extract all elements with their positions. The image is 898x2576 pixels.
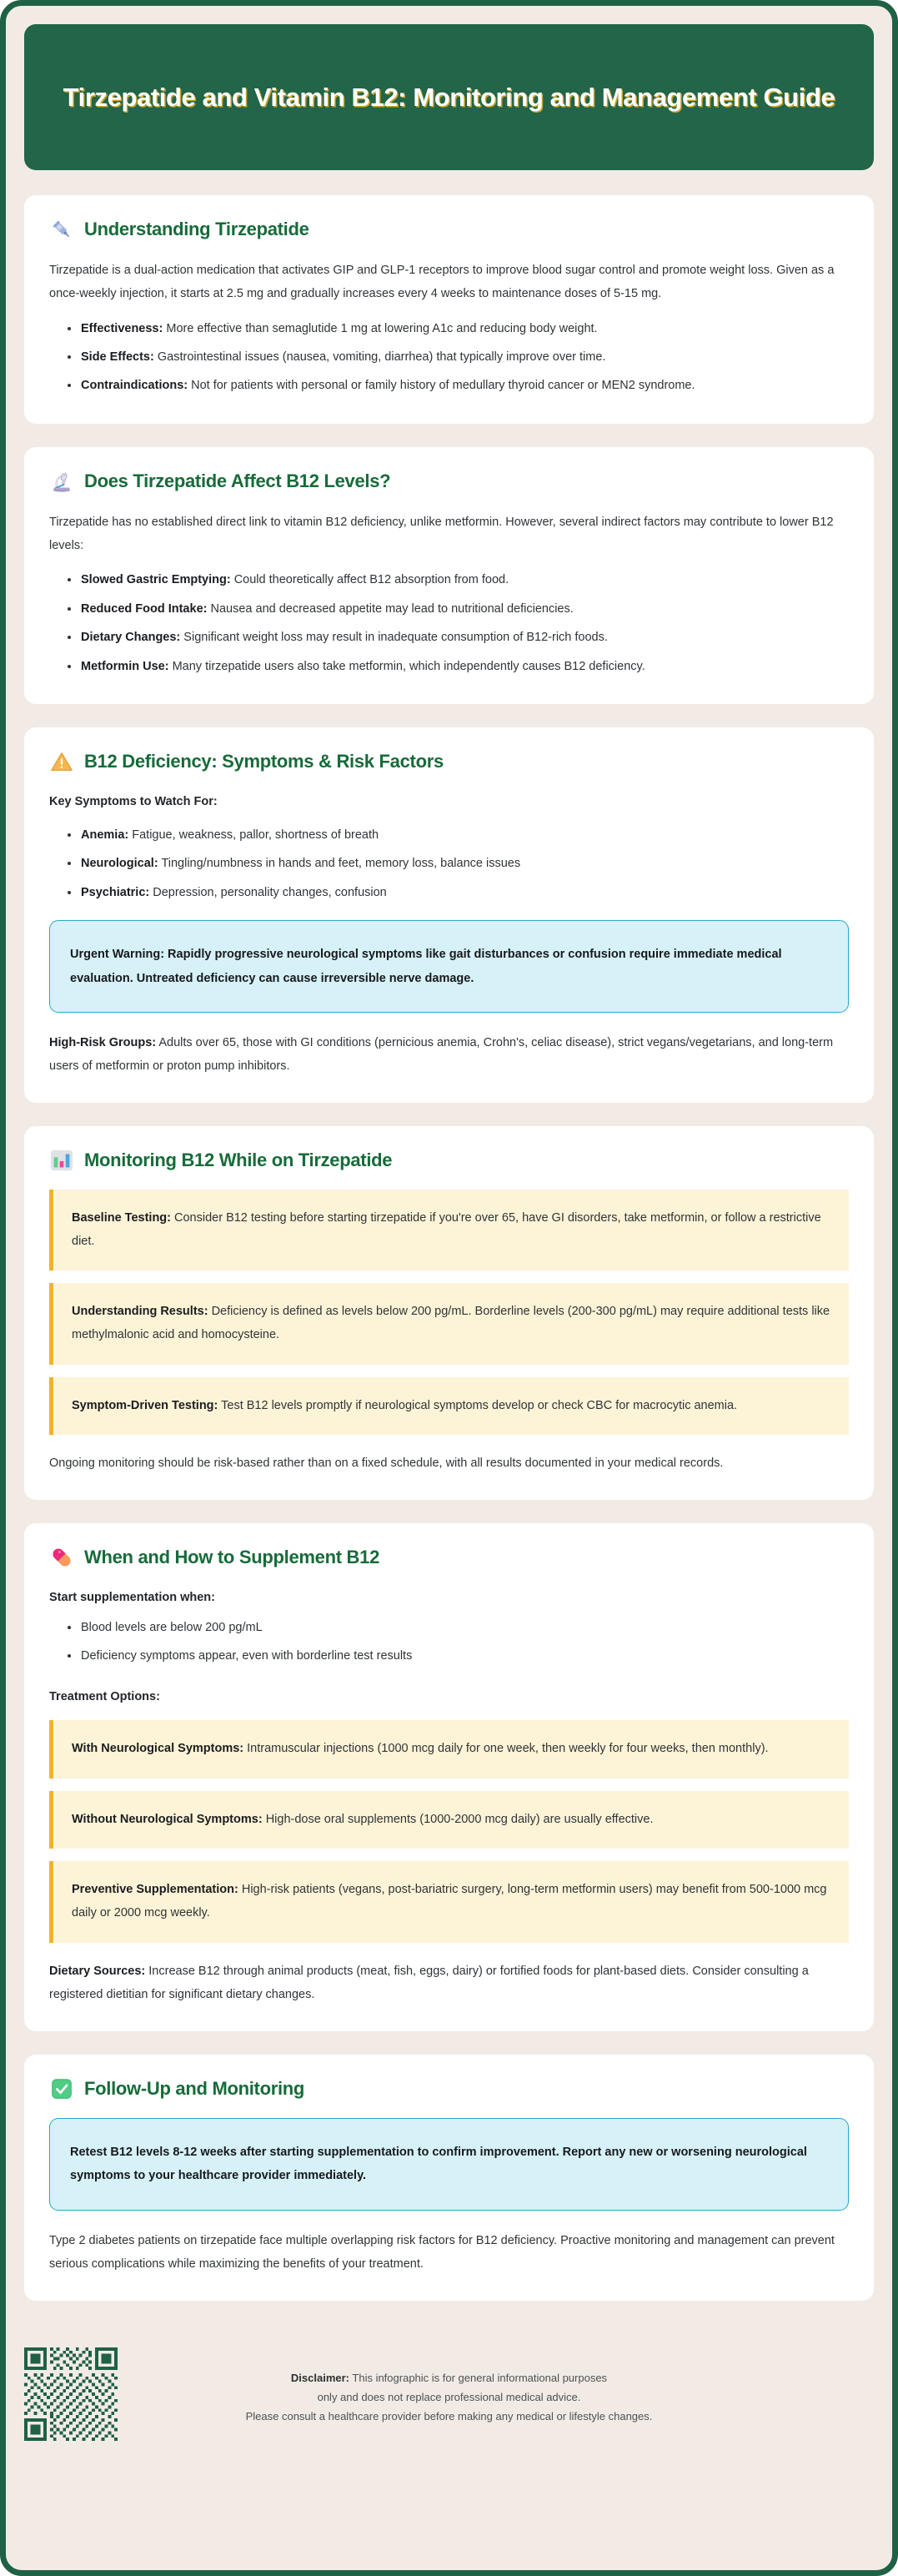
section-header	[49, 217, 849, 242]
bullet-text: Blood levels are below 200 pg/mL	[81, 1620, 263, 1634]
high-risk-groups	[49, 1031, 849, 1079]
section-header	[49, 469, 849, 494]
disclaimer	[24, 2352, 874, 2426]
bar-chart-icon	[49, 1148, 74, 1173]
bullet-term: Metformin Use:	[81, 659, 169, 673]
bullet-term: Effectiveness:	[81, 321, 163, 335]
section-header	[49, 1545, 849, 1570]
section-b12-deficiency-symptoms	[24, 727, 874, 1103]
bullet-text: Fatigue, weakness, pallor, shortness of breath	[132, 828, 379, 842]
disclaimer-line-2: only and does not replace professional medical advice.	[317, 2390, 581, 2403]
bullet-list	[49, 571, 849, 676]
bullet-list	[49, 319, 849, 395]
card-text: High-dose oral supplements (1000-2000 mcg daily) are usually effective.	[265, 1812, 654, 1826]
card-text: High-risk patients (vegans, post-bariatric surgery, long-term metformin users) may benefit from 500-1000 mcg daily or 2000 mcg weekly.	[72, 1883, 827, 1920]
start-supplementation-label: Start supplementation when:	[49, 1591, 215, 1605]
retest-text: Retest B12 levels 8-12 weeks after starting supplementation to confirm improvement. Report any new or worsening neurological symptoms to your healthcare provider immediately.	[70, 2146, 807, 2183]
section-paragraph: Tirzepatide is a dual-action medication that activates GIP and GLP-1 receptors to improve blood sugar control and promote weight loss. Given as a once-weekly injection, it starts at 2.5 mg and gradually increases every 4 weeks to maintenance doses of 5-15 mg.	[49, 264, 835, 301]
monitoring-card	[49, 1283, 849, 1364]
bullet-text: Gastrointestinal issues (nausea, vomiting, diarrhea) that typically improve over time.	[157, 350, 606, 364]
monitoring-card	[49, 1377, 849, 1436]
title-banner	[24, 24, 874, 170]
section-title: B12 Deficiency: Symptoms & Risk Factors	[84, 751, 444, 772]
bullet-text: Many tirzepatide users also take metformin, which independently causes B12 deficiency.	[172, 659, 645, 673]
key-symptoms-label: Key Symptoms to Watch For:	[49, 795, 218, 809]
section-title: Monitoring B12 While on Tirzepatide	[84, 1150, 393, 1171]
treatment-card	[49, 1791, 849, 1849]
list-item	[68, 376, 849, 395]
section-title: Does Tirzepatide Affect B12 Levels?	[84, 470, 391, 491]
bullet-text: Not for patients with personal or family history of medullary thyroid cancer or MEN2 syndrome.	[191, 379, 695, 393]
section-monitoring-b12	[24, 1126, 874, 1500]
list-item	[68, 1647, 849, 1665]
list-item	[68, 571, 849, 589]
section-title: Follow-Up and Monitoring	[84, 2078, 305, 2100]
bullet-term: Dietary Changes:	[81, 631, 181, 645]
monitoring-card	[49, 1190, 849, 1270]
bullet-text: Nausea and decreased appetite may lead to nutritional deficiencies.	[210, 601, 574, 616]
treatment-card	[49, 1861, 849, 1942]
card-text: Test B12 levels promptly if neurological symptoms develop or check CBC for macrocytic anemia.	[221, 1398, 738, 1412]
section-header	[49, 1148, 849, 1173]
bullet-text: More effective than semaglutide 1 mg at lowering A1c and reducing body weight.	[166, 321, 598, 335]
check-box-icon	[49, 2076, 74, 2101]
card-term: With Neurological Symptoms:	[72, 1742, 244, 1756]
card-term: Understanding Results:	[72, 1305, 208, 1319]
section-does-tirzepatide-affect-b12	[24, 447, 874, 704]
list-item	[68, 826, 849, 844]
treatment-card	[49, 1720, 849, 1779]
section-when-how-supplement	[24, 1523, 874, 2031]
urgent-warning-callout	[49, 920, 849, 1013]
card-text: Consider B12 testing before starting tirzepatide if you're over 65, have GI disorders, take metformin, or follow a restrictive diet.	[72, 1211, 821, 1248]
bullet-term: Slowed Gastric Emptying:	[81, 573, 231, 587]
bullet-term: Psychiatric:	[81, 885, 150, 899]
section-follow-up-monitoring	[24, 2055, 874, 2301]
bullet-term: Neurological:	[81, 857, 158, 871]
disclaimer-label: Disclaimer:	[290, 2372, 350, 2385]
bullet-text: Depression, personality changes, confusion	[153, 885, 387, 899]
section-title: When and How to Supplement B12	[84, 1547, 380, 1568]
section-paragraph: Tirzepatide has no established direct link to vitamin B12 deficiency, unlike metformin. However, several indirect factors may contribute to lower B12 levels:	[49, 515, 834, 553]
dietary-text: Increase B12 through animal products (meat, fish, eggs, dairy) or fortified foods for plant-based diets. Consider consulting a registered dietitian for significant dietary changes.	[49, 1964, 809, 2001]
section-understanding-tirzepatide	[24, 195, 874, 424]
section-header	[49, 749, 849, 774]
closing-paragraph: Type 2 diabetes patients on tirzepatide face multiple overlapping risk factors for B12 deficiency. Proactive monitoring and management can prevent serious complications while maximizing the benefits of your treatment.	[49, 2233, 835, 2271]
urgent-warning-text: Urgent Warning: Rapidly progressive neurological symptoms like gait disturbances or confusion require immediate medical evaluation. Untreated deficiency can cause irreversible nerve damage.	[70, 948, 782, 985]
dietary-term: Dietary Sources:	[49, 1964, 146, 1978]
qr-code-icon[interactable]	[24, 2347, 118, 2441]
bullet-term: Anemia:	[81, 828, 129, 842]
treatment-options-label: Treatment Options:	[49, 1689, 160, 1703]
bullet-term: Reduced Food Intake:	[81, 601, 208, 616]
bullet-term: Contraindications:	[81, 379, 188, 393]
high-risk-term: High-Risk Groups:	[49, 1035, 157, 1049]
retest-callout	[49, 2118, 849, 2211]
bullet-text: Could theoretically affect B12 absorption from food.	[233, 573, 509, 587]
footer	[24, 2324, 874, 2451]
list-item	[68, 319, 849, 338]
bullet-text: Significant weight loss may result in inadequate consumption of B12-rich foods.	[183, 631, 608, 645]
list-item	[68, 883, 849, 902]
dietary-sources	[49, 1960, 849, 2007]
page-title: Tirzepatide and Vitamin B12: Monitoring and Management Guide	[63, 82, 835, 112]
bullet-text: Tingling/numbness in hands and feet, memory loss, balance issues	[161, 857, 521, 871]
section-header	[49, 2076, 849, 2101]
card-term: Symptom-Driven Testing:	[72, 1398, 218, 1412]
list-item	[68, 600, 849, 618]
card-text: Deficiency is defined as levels below 200 pg/mL. Borderline levels (200-300 pg/mL) may require additional tests like methylmalonic acid and homocysteine.	[72, 1305, 830, 1341]
warning-triangle-icon	[49, 749, 74, 774]
bullet-list	[49, 1618, 849, 1666]
list-item	[68, 854, 849, 873]
list-item	[68, 628, 849, 647]
card-term: Without Neurological Symptoms:	[72, 1812, 263, 1826]
list-item	[68, 348, 849, 366]
bullet-list	[49, 826, 849, 902]
disclaimer-line-3: Please consult a healthcare provider before making any medical or lifestyle changes.	[245, 2409, 653, 2423]
disclaimer-line-1: This infographic is for general informational purposes	[349, 2372, 608, 2385]
section-title: Understanding Tirzepatide	[84, 218, 309, 239]
card-term: Baseline Testing:	[72, 1211, 171, 1225]
list-item	[68, 1618, 849, 1637]
syringe-icon	[49, 217, 74, 242]
bullet-term: Side Effects:	[81, 350, 154, 364]
pill-icon	[49, 1545, 74, 1570]
card-term: Preventive Supplementation:	[72, 1883, 238, 1897]
microscope-icon	[49, 469, 74, 494]
monitoring-note: Ongoing monitoring should be risk-based rather than on a fixed schedule, with all results documented in your medical records.	[49, 1457, 724, 1471]
card-text: Intramuscular injections (1000 mcg daily for one week, then weekly for four weeks, then monthly).	[247, 1742, 769, 1756]
list-item	[68, 657, 849, 676]
high-risk-text: Adults over 65, those with GI conditions (pernicious anemia, Crohn's, celiac disease), strict vegans/vegetarians, and long-term users of metformin or proton pump inhibitors.	[49, 1035, 834, 1074]
bullet-text: Deficiency symptoms appear, even with borderline test results	[81, 1649, 413, 1663]
